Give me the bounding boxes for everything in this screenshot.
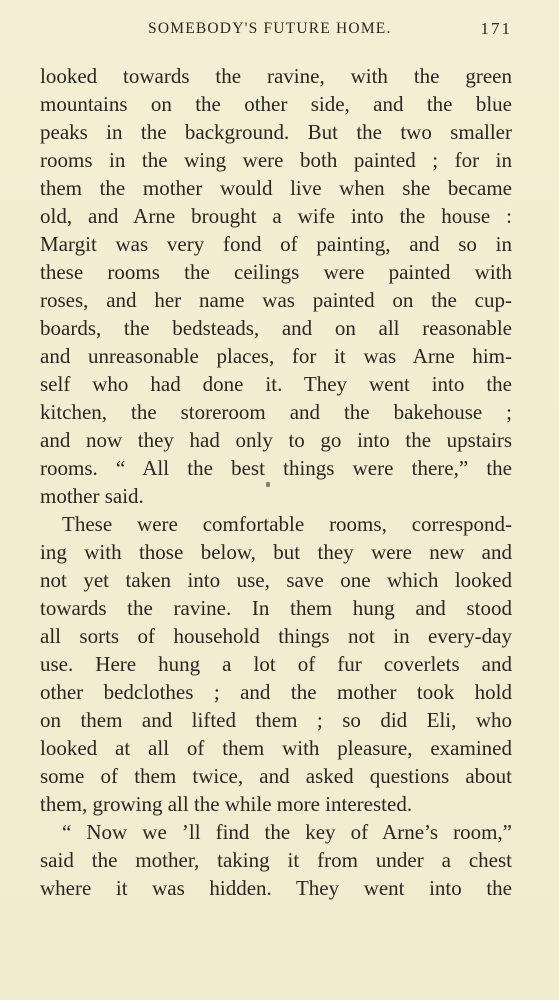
body-text: [40, 62, 512, 902]
text-line: ing with those below, but they were new and: [40, 540, 512, 564]
text-line: where it was hidden. They went into the: [40, 876, 512, 900]
text-line: roses, and her name was painted on the cup-: [40, 288, 512, 312]
text-line: self who had done it. They went into the: [40, 372, 512, 396]
text-line: kitchen, the storeroom and the bakehouse ;: [40, 400, 512, 424]
text-line: looked at all of them with pleasure, examined: [40, 736, 512, 760]
text-line: Margit was very fond of painting, and so in: [40, 232, 512, 256]
running-title: SOMEBODY'S FUTURE HOME.: [148, 20, 392, 37]
text-line: on them and lifted them ; so did Eli, who: [40, 708, 512, 732]
text-line: These were comfortable rooms, correspond-: [62, 512, 512, 536]
text-line: and unreasonable places, for it was Arne him-: [40, 344, 512, 368]
text-line: said the mother, taking it from under a chest: [40, 848, 512, 872]
text-line: mother said.: [40, 484, 144, 508]
text-line: rooms. “ All the best things were there,” the: [40, 456, 512, 480]
text-line: all sorts of household things not in every-day: [40, 624, 512, 648]
text-line: some of them twice, and asked questions about: [40, 764, 512, 788]
text-line: them, growing all the while more interested.: [40, 792, 413, 816]
text-line: towards the ravine. In them hung and stood: [40, 596, 512, 620]
text-line: boards, the bedsteads, and on all reasonable: [40, 316, 512, 340]
text-line: and now they had only to go into the upstairs: [40, 428, 512, 452]
text-line: peaks in the background. But the two smaller: [40, 120, 512, 144]
text-line: old, and Arne brought a wife into the house :: [40, 204, 512, 228]
text-line: “ Now we ’ll find the key of Arne’s room,”: [62, 820, 512, 844]
print-speck: [266, 482, 270, 487]
text-line: mountains on the other side, and the blue: [40, 92, 512, 116]
text-line: these rooms the ceilings were painted with: [40, 260, 512, 284]
text-line: other bedclothes ; and the mother took hold: [40, 680, 512, 704]
text-line: looked towards the ravine, with the green: [40, 64, 512, 88]
text-line: them the mother would live when she became: [40, 176, 512, 200]
text-line: rooms in the wing were both painted ; for in: [40, 148, 512, 172]
text-line: use. Here hung a lot of fur coverlets and: [40, 652, 512, 676]
running-head: [40, 20, 512, 44]
page-number: 171: [480, 19, 512, 38]
text-line: not yet taken into use, save one which looked: [40, 568, 512, 592]
